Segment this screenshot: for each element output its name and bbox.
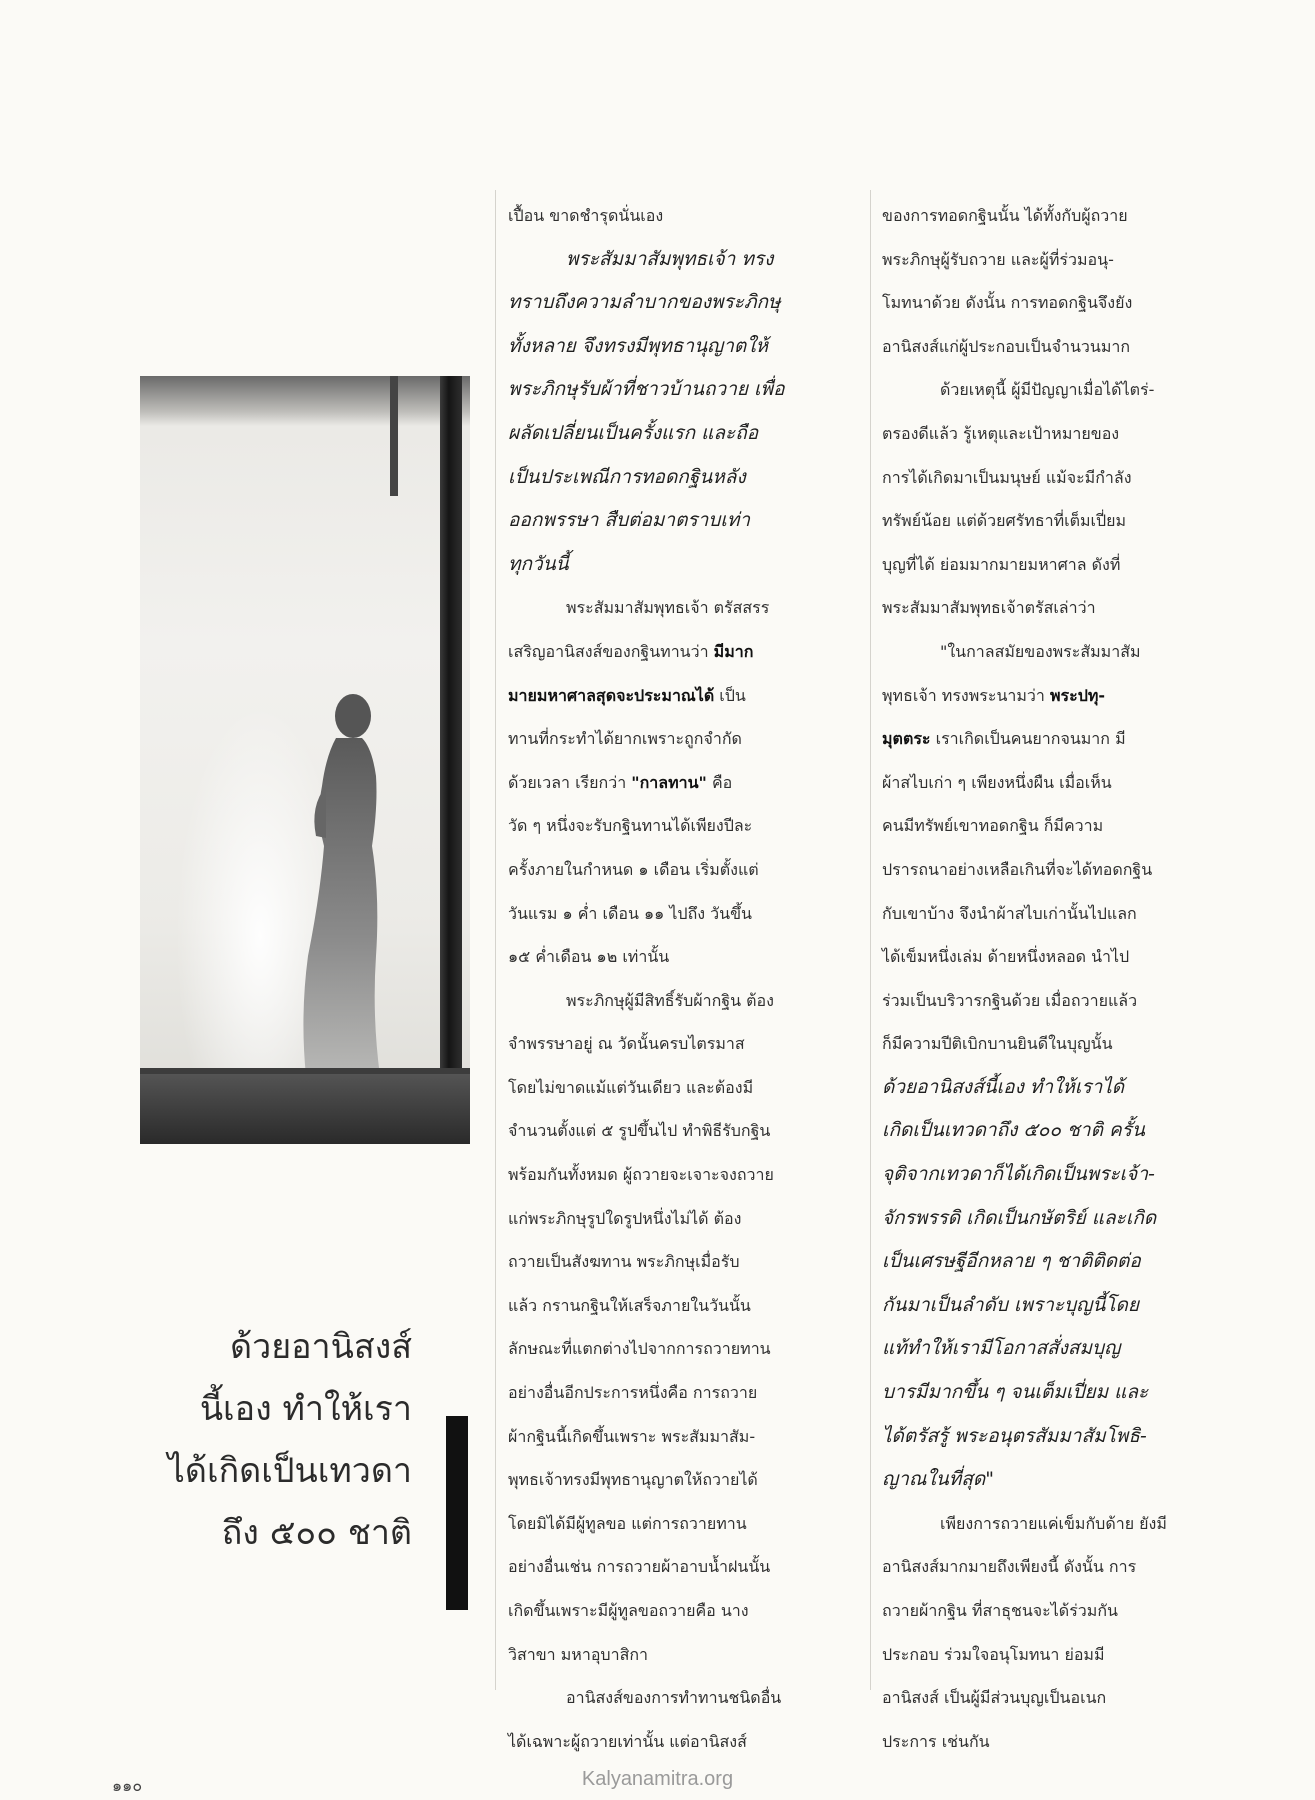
pull-quote (150, 1316, 412, 1564)
text-run: ด้วยเวลา เรียกว่า (508, 772, 632, 792)
text-line: บารมีมากขึ้น ๆ จนเต็มเปี่ยม และ (882, 1381, 1149, 1404)
text-run: เป็น (714, 685, 746, 705)
text-line: วัด ๆ หนึ่งจะรับกฐินทานได้เพียงปีละ (508, 816, 753, 836)
text-run: เราเกิดเป็นคนยากจนมาก มี (930, 729, 1126, 749)
text-line: ผ้ากฐินนี้เกิดขึ้นเพราะ พระสัมมาสัม- (508, 1426, 756, 1446)
column-rule-right (870, 190, 871, 1690)
text-line: ๑๕ ค่ำเดือน ๑๒ เท่านั้น (508, 947, 670, 967)
floor-shadow (140, 1074, 470, 1144)
bold-run: พระปทุ- (1049, 685, 1106, 705)
text-line: เกิดขึ้นเพราะมีผู้ทูลขอถวายคือ นาง (508, 1601, 749, 1620)
text-line: ประกอบ ร่วมใจอนุโมทนา ย่อมมี (882, 1644, 1105, 1664)
text-line: อานิสงส์แก่ผู้ประกอบเป็นจำนวนมาก (882, 336, 1131, 356)
text-line: พระสัมมาสัมพุทธเจ้า ทรง (566, 247, 774, 270)
text-line: ก็มีความปีติเบิกบานยินดีในบุญนั้น (882, 1034, 1113, 1054)
text-column-1 (508, 194, 862, 1763)
text-line: โดยมิได้มีผู้ทูลขอ แต่การถวายทาน (508, 1513, 747, 1533)
text-line: ด้วยเหตุนี้ ผู้มีปัญญาเมื่อได้ไตร่- (940, 380, 1155, 400)
pull-quote-line: นี้เอง ทำให้เรา (199, 1389, 412, 1429)
text-line: ประการ เช่นกัน (882, 1731, 990, 1751)
text-line: จุติจากเทวดาก็ได้เกิดเป็นพระเจ้า- (882, 1163, 1155, 1186)
text-line: เกิดเป็นเทวดาถึง ๕๐๐ ชาติ ครั้น (882, 1119, 1145, 1142)
pull-quote-bar (446, 1416, 468, 1610)
text-line: ได้เข็มหนึ่งเล่ม ด้ายหนึ่งหลอด นำไป (882, 947, 1130, 967)
text-line: ผ้าสไบเก่า ๆ เพียงหนึ่งผืน เมื่อเห็น (882, 772, 1112, 792)
text-line: แก่พระภิกษุรูปใดรูปหนึ่งไม่ได้ ต้อง (508, 1208, 742, 1228)
text-line: คนมีทรัพย์เขาทอดกฐิน ก็มีความ (882, 816, 1104, 836)
text-run: คือ (706, 772, 733, 792)
text-line: พระภิกษุผู้มีสิทธิ์รับผ้ากฐิน ต้อง (566, 990, 774, 1010)
text-line: ผลัดเปลี่ยนเป็นครั้งแรก และถือ (508, 421, 759, 444)
text-line: แท้ทำให้เรามีโอกาสสั่งสมบุญ (882, 1337, 1121, 1360)
text-line (882, 674, 1236, 718)
monk-silhouette-photo (140, 376, 470, 1144)
text-line: อย่างอื่นเช่น การถวายผ้าอาบน้ำฝนนั้น (508, 1557, 771, 1577)
text-line: กับเขาบ้าง จึงนำผ้าสไบเก่านั้นไปแลก (882, 903, 1137, 923)
pull-quote-line: ถึง ๕๐๐ ชาติ (221, 1513, 412, 1553)
text-line: ทานที่กระทำได้ยากเพราะถูกจำกัด (508, 729, 742, 749)
text-line: ครั้งภายในกำหนด ๑ เดือน เริ่มตั้งแต่ (508, 859, 759, 879)
bold-run: มุตตระ (882, 729, 931, 749)
bold-run: "กาลทาน" (631, 772, 707, 792)
text-line: ทั้งหลาย จึงทรงมีพุทธานุญาตให้ (508, 334, 769, 357)
text-line: พระภิกษุผู้รับถวาย และผู้ที่ร่วมอนุ- (882, 249, 1114, 269)
text-line: ญาณในที่สุด" (882, 1468, 994, 1491)
text-line: ทุกวันนี้ (508, 552, 569, 575)
page-number: ๑๑๐ (112, 1776, 143, 1795)
text-column-2 (882, 194, 1236, 1763)
text-line: อานิสงส์ เป็นผู้มีส่วนบุญเป็นอเนก (882, 1688, 1107, 1708)
website-watermark: Kalyanamitra.org (581, 1768, 734, 1790)
text-line: เป็นเศรษฐีอีกหลาย ๆ ชาติติดต่อ (882, 1250, 1141, 1273)
text-line: แล้ว กรานกฐินให้เสร็จภายในวันนั้น (508, 1295, 751, 1315)
text-line: จักรพรรดิ เกิดเป็นกษัตริย์ และเกิด (882, 1206, 1157, 1229)
text-line: พร้อมกันทั้งหมด ผู้ถวายจะเจาะจงถวาย (508, 1165, 774, 1185)
text-run: พุทธเจ้า ทรงพระนามว่า (882, 685, 1050, 705)
text-line: จำพรรษาอยู่ ณ วัดนั้นครบไตรมาส (508, 1034, 745, 1054)
text-line: กันมาเป็นลำดับ เพราะบุญนี้โดย (882, 1293, 1139, 1316)
text-line: ด้วยอานิสงส์นี้เอง ทำให้เราได้ (882, 1075, 1125, 1098)
text-line: "ในกาลสมัยของพระสัมมาสัม (940, 641, 1141, 661)
text-line: โมทนาด้วย ดังนั้น การทอดกฐินจึงยัง (882, 293, 1133, 313)
text-line (882, 717, 1236, 761)
monk-silhouette (140, 376, 470, 1144)
text-line: ถวายผ้ากฐิน ที่สาธุชนจะได้ร่วมกัน (882, 1601, 1118, 1620)
text-line: อานิสงส์ของการทำทานชนิดอื่น (566, 1688, 782, 1708)
pull-quote-line: ได้เกิดเป็นเทวดา (167, 1451, 412, 1491)
column-rule-left (495, 190, 496, 1690)
text-line: โดยไม่ขาดแม้แต่วันเดียว และต้องมี (508, 1077, 754, 1097)
pull-quote-line: ด้วยอานิสงส์ (230, 1327, 412, 1367)
text-line: ถวายเป็นสังฆทาน พระภิกษุเมื่อรับ (508, 1252, 740, 1272)
text-line: ลักษณะที่แตกต่างไปจากการถวายทาน (508, 1339, 771, 1359)
text-line: จำนวนตั้งแต่ ๕ รูปขึ้นไป ทำพิธีรับกฐิน (508, 1121, 771, 1141)
text-line: พระภิกษุรับผ้าที่ชาวบ้านถวาย เพื่อ (508, 378, 785, 401)
text-line: ร่วมเป็นบริวารกฐินด้วย เมื่อถวายแล้ว (882, 990, 1138, 1010)
text-line: พระสัมมาสัมพุทธเจ้าตรัสเล่าว่า (882, 598, 1096, 618)
text-run: เสริญอานิสงส์ของกฐินทานว่า (508, 641, 714, 661)
text-line: ทรัพย์น้อย แต่ด้วยศรัทธาที่เต็มเปี่ยม (882, 511, 1127, 531)
text-line: บุญที่ได้ ย่อมมากมายมหาศาล ดังที่ (882, 554, 1121, 574)
text-line: ของการทอดกฐินนั้น ได้ทั้งกับผู้ถวาย (882, 206, 1128, 225)
text-line: ตรองดีแล้ว รู้เหตุและเป้าหมายของ (882, 423, 1120, 443)
text-line: พุทธเจ้าทรงมีพุทธานุญาตให้ถวายได้ (508, 1470, 758, 1490)
text-line (508, 674, 862, 718)
text-line: ได้ตรัสรู้ พระอนุตรสัมมาสัมโพธิ- (882, 1424, 1147, 1447)
text-line: การได้เกิดมาเป็นมนุษย์ แม้จะมีกำลัง (882, 467, 1132, 487)
text-line: อย่างอื่นอีกประการหนึ่งคือ การถวาย (508, 1383, 758, 1403)
text-line: ทราบถึงความลำบากของพระภิกษุ (508, 291, 781, 314)
text-line: เป็นประเพณีการทอดกฐินหลัง (508, 465, 746, 488)
text-line: เปื้อน ขาดชำรุดนั่นเอง (508, 206, 664, 225)
text-line: อานิสงส์มากมายถึงเพียงนี้ ดังนั้น การ (882, 1557, 1137, 1577)
bold-run: มายมหาศาลสุดจะประมาณได้ (508, 685, 715, 705)
text-line: เพียงการถวายแค่เข็มกับด้าย ยังมี (940, 1513, 1167, 1533)
text-line: พระสัมมาสัมพุทธเจ้า ตรัสสรร (566, 598, 770, 618)
text-line (508, 630, 862, 674)
text-line (508, 761, 862, 805)
text-line: ออกพรรษา สืบต่อมาตราบเท่า (508, 509, 751, 532)
text-line: ได้เฉพาะผู้ถวายเท่านั้น แต่อานิสงส์ (508, 1731, 747, 1751)
text-line: วิสาขา มหาอุบาสิกา (508, 1644, 649, 1664)
bold-run: มีมาก (713, 641, 754, 661)
text-line: วันแรม ๑ ค่ำ เดือน ๑๑ ไปถึง วันขึ้น (508, 903, 752, 923)
text-line: ปรารถนาอย่างเหลือเกินที่จะได้ทอดกฐิน (882, 859, 1153, 879)
